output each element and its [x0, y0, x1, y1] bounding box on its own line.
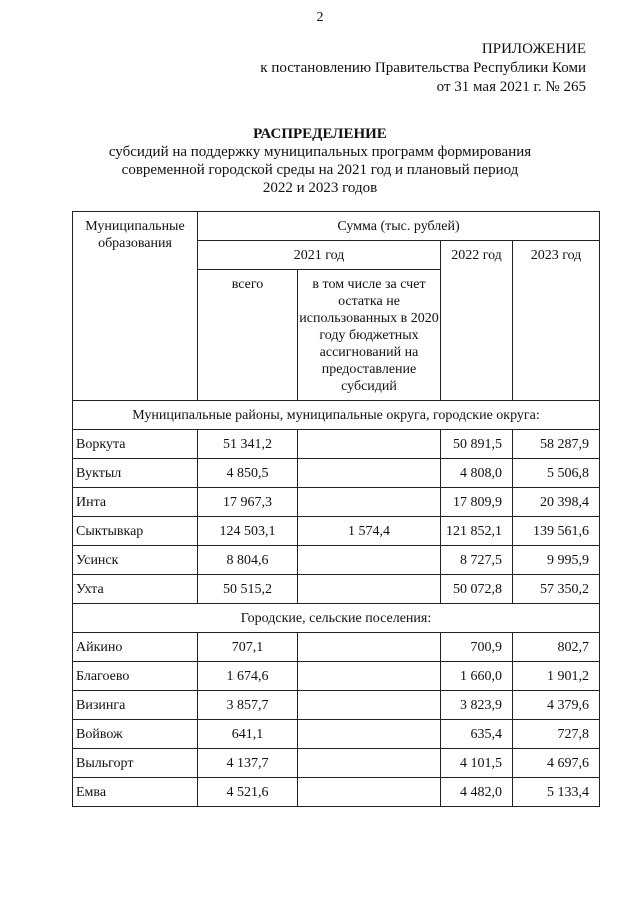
document-subtitle-line-3: 2022 и 2023 годов: [262, 180, 378, 196]
total-2021-cell: 17 967,3: [198, 488, 298, 517]
value-2022-cell: 17 809,9: [441, 488, 513, 517]
total-2021-cell: 4 137,7: [198, 749, 298, 778]
table-row: [73, 749, 600, 778]
municipality-name: Ухта: [73, 575, 198, 604]
header-sum: Сумма (тыс. рублей): [198, 212, 600, 241]
value-2022-cell: 121 852,1: [441, 517, 513, 546]
total-2021-cell: 124 503,1: [198, 517, 298, 546]
including-2021-cell: [298, 662, 441, 691]
including-2021-cell: [298, 459, 441, 488]
table-row: [73, 778, 600, 807]
document-subtitle-line-1: субсидий на поддержку муниципальных программ формирования: [108, 144, 532, 160]
municipality-name: Сыктывкар: [73, 517, 198, 546]
municipality-name: Войвож: [73, 720, 198, 749]
table-row: [73, 517, 600, 546]
appendix-block: [260, 40, 586, 97]
municipality-name: Воркута: [73, 430, 198, 459]
value-2022-cell: 4 808,0: [441, 459, 513, 488]
including-2021-cell: [298, 546, 441, 575]
document-subtitle-line-2: современной городской среды на 2021 год и плановый период: [121, 162, 519, 178]
value-2023-cell: 727,8: [513, 720, 600, 749]
table-row: [73, 488, 600, 517]
table-row: [73, 459, 600, 488]
municipality-name: Айкино: [73, 633, 198, 662]
municipality-name: Инта: [73, 488, 198, 517]
value-2023-cell: 58 287,9: [513, 430, 600, 459]
table-row: [73, 720, 600, 749]
appendix-title: ПРИЛОЖЕНИЕ: [481, 41, 586, 57]
value-2022-cell: 50 891,5: [441, 430, 513, 459]
including-2021-cell: [298, 633, 441, 662]
value-2022-cell: 1 660,0: [441, 662, 513, 691]
including-2021-cell: [298, 720, 441, 749]
value-2023-cell: 5 506,8: [513, 459, 600, 488]
value-2022-cell: 3 823,9: [441, 691, 513, 720]
municipality-name: Усинск: [73, 546, 198, 575]
value-2022-cell: 4 482,0: [441, 778, 513, 807]
header-municipalities: Муниципальные образования: [73, 212, 198, 401]
total-2021-cell: 8 804,6: [198, 546, 298, 575]
section-title: Муниципальные районы, муниципальные округа, городские округа:: [73, 401, 600, 430]
municipality-name: Визинга: [73, 691, 198, 720]
table-row: [73, 430, 600, 459]
total-2021-cell: 707,1: [198, 633, 298, 662]
section-row: [73, 401, 600, 430]
municipality-name: Вуктыл: [73, 459, 198, 488]
header-year-2021: 2021 год: [198, 241, 441, 270]
value-2023-cell: 802,7: [513, 633, 600, 662]
municipality-name: Выльгорт: [73, 749, 198, 778]
value-2022-cell: 8 727,5: [441, 546, 513, 575]
including-2021-cell: 1 574,4: [298, 517, 441, 546]
municipality-name: Благоево: [73, 662, 198, 691]
table-row: [73, 691, 600, 720]
document-heading: [0, 125, 640, 197]
value-2022-cell: 635,4: [441, 720, 513, 749]
including-2021-cell: [298, 749, 441, 778]
distribution-table: [72, 211, 600, 807]
table-row: [73, 546, 600, 575]
value-2023-cell: 57 350,2: [513, 575, 600, 604]
total-2021-cell: 641,1: [198, 720, 298, 749]
value-2022-cell: 4 101,5: [441, 749, 513, 778]
total-2021-cell: 1 674,6: [198, 662, 298, 691]
including-2021-cell: [298, 575, 441, 604]
value-2023-cell: 4 379,6: [513, 691, 600, 720]
header-year-2023: 2023 год: [513, 241, 600, 401]
total-2021-cell: 50 515,2: [198, 575, 298, 604]
section-title: Городские, сельские поселения:: [73, 604, 600, 633]
including-2021-cell: [298, 488, 441, 517]
page-number: 2: [316, 10, 324, 25]
municipality-name: Емва: [73, 778, 198, 807]
total-2021-cell: 51 341,2: [198, 430, 298, 459]
document-title: РАСПРЕДЕЛЕНИЕ: [253, 126, 387, 142]
table-row: [73, 662, 600, 691]
header-including: в том числе за счет остатка не использованных в 2020 году бюджетных ассигнований на предоставление субсидий: [298, 270, 441, 401]
total-2021-cell: 4 521,6: [198, 778, 298, 807]
table-row: [73, 633, 600, 662]
including-2021-cell: [298, 778, 441, 807]
including-2021-cell: [298, 430, 441, 459]
section-row: [73, 604, 600, 633]
value-2023-cell: 20 398,4: [513, 488, 600, 517]
table-body: [73, 401, 600, 807]
value-2023-cell: 4 697,6: [513, 749, 600, 778]
total-2021-cell: 3 857,7: [198, 691, 298, 720]
table-row: [73, 575, 600, 604]
value-2022-cell: 50 072,8: [441, 575, 513, 604]
value-2023-cell: 1 901,2: [513, 662, 600, 691]
total-2021-cell: 4 850,5: [198, 459, 298, 488]
value-2023-cell: 5 133,4: [513, 778, 600, 807]
header-year-2022: 2022 год: [441, 241, 513, 401]
including-2021-cell: [298, 691, 441, 720]
appendix-date: от 31 мая 2021 г. № 265: [436, 79, 586, 95]
value-2023-cell: 139 561,6: [513, 517, 600, 546]
header-total: всего: [198, 270, 298, 401]
value-2023-cell: 9 995,9: [513, 546, 600, 575]
value-2022-cell: 700,9: [441, 633, 513, 662]
appendix-decree: к постановлению Правительства Республики Коми: [260, 60, 586, 76]
